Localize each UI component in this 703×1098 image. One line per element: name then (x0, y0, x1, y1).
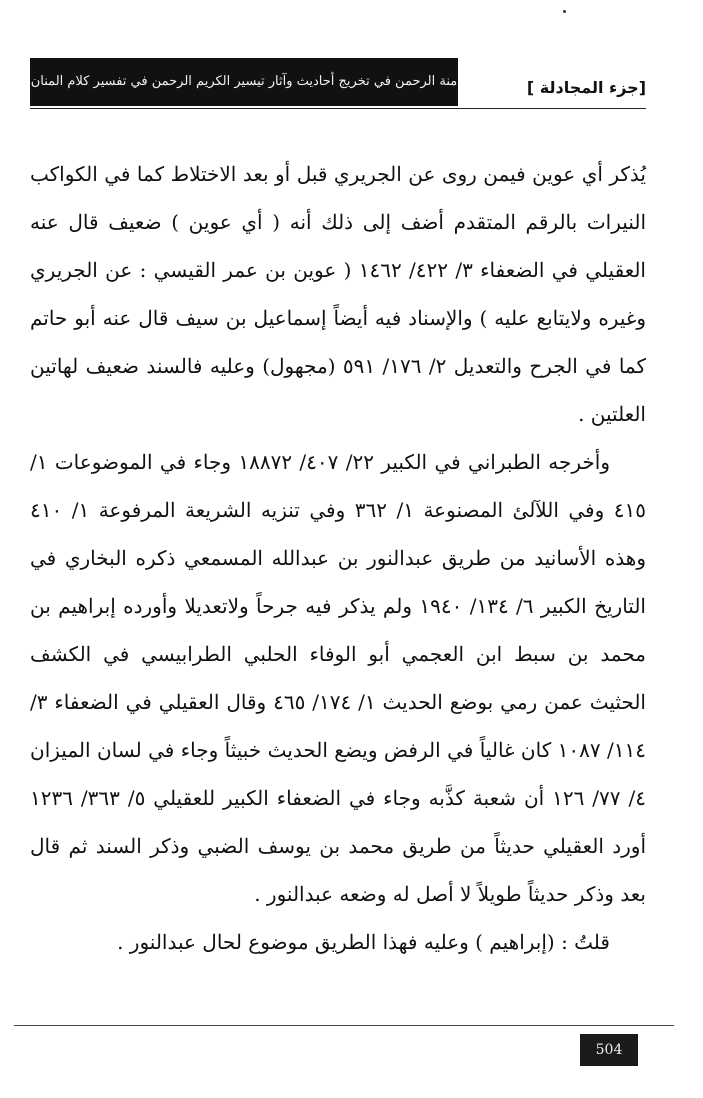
paragraph-1: يُذكر أي عوين فيمن روى عن الجريري قبل أو بعد الاختلاط كما في الكواكب النيرات بالرقم المتقدم أضف إلى ذلك أنه ( أي عوين ) ضعيف قال عنه العقيلي في الضعفاء ٣/ ٤٢٢/ ١٤٦٢ ( عوين بن عمر القيسي : عن الجريري وغيره ولايتابع عليه ) والإسناد فيه أيضاً إسماعيل بن سيف قال عنه أبو حاتم كما في الجرح والتعديل ٢/ ١٧٦/ ٥٩١ (مجهول) وعليه فالسند ضعيف لهاتين العلتين . (30, 162, 647, 426)
paragraph-2: وأخرجه الطبراني في الكبير ٢٢/ ٤٠٧/ ١٨٨٧٢ وجاء في الموضوعات ١/ ٤١٥ وفي اللآلئ المصنوعة ١/ ٣٦٢ وفي تنزيه الشريعة المرفوعة ١/ ٤١٠ وهذه الأسانيد من طريق عبدالنور بن عبدالله المسمعي ذكره البخاري في التاريخ الكبير ٦/ ١٣٤/ ١٩٤٠ ولم يذكر فيه جرحاً ولاتعديلا وأورده إبراهيم بن محمد بن سبط ابن العجمي أبو الوفاء الحلبي الطرابيسي في الكشف الحثيث عمن رمي بوضع الحديث ١/ ١٧٤/ ٤٦٥ وقال العقيلي في الضعفاء ٣/ ١١٤/ ١٠٨٧ كان غالياً في الرفض ويضع الحديث خبيثاً وجاء في لسان الميزان ٤/ ٧٧/ ١٢٦ أن شعبة كذَّبه وجاء في الضعفاء الكبير للعقيلي ٥/ ٣٦٣/ ١٢٣٦ أورد العقيلي حديثاً من طريق محمد بن يوسف الضبي وذكر السند ثم قال بعد وذكر حديثاً طويلاً لا أصل له وضعه عبدالنور . (30, 450, 646, 906)
paragraph-3: قلتُ : (إبراهيم ) وعليه فهذا الطريق موضوع لحال عبدالنور . (117, 930, 610, 954)
stray-mark (563, 10, 566, 13)
book-title: منة الرحمن في تخريج أحاديث وآثار تيسير الكريم الرحمن في تفسير كلام المنان (30, 58, 458, 106)
page-body (30, 150, 646, 966)
section-title: [جزء المجادلة ] (526, 78, 646, 97)
running-header (30, 58, 646, 110)
footer-divider (14, 1025, 674, 1026)
header-divider (30, 108, 646, 109)
page-number: 504 (580, 1034, 638, 1066)
